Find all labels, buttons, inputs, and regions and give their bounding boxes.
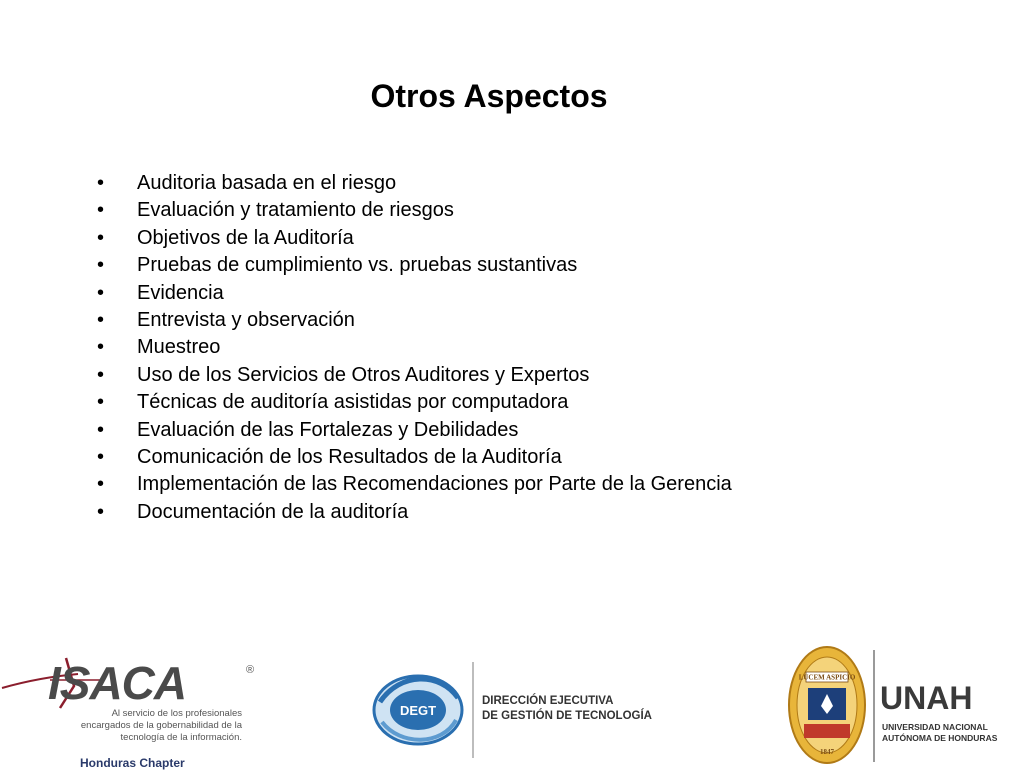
list-item-text: Comunicación de los Resultados de la Auditoría [137,446,562,469]
isaca-tagline-line: Al servicio de los profesionales [111,708,242,719]
list-item-text: Objetivos de la Auditoría [137,226,354,249]
list-item-text: Auditoria basada en el riesgo [137,172,397,194]
list-item-text: Pruebas de cumplimiento vs. pruebas sustantivas [137,254,578,277]
degt-badge-text: DEGT [399,703,437,718]
degt-logo [370,658,680,758]
logo-divider [873,650,875,762]
logo-divider [472,662,474,758]
isaca-chapter: Honduras Chapter [80,756,185,770]
unah-caption-line: AUTÓNOMA DE HONDURAS [882,733,998,743]
list-item [97,170,732,197]
isaca-tagline-line: encargados de la gobernabilidad de la [80,720,242,731]
list-item [97,307,732,334]
bullet-dot: • [97,391,105,414]
list-item [97,280,732,307]
slide-title: Otros Aspectos [370,78,608,114]
list-item-text: Evaluación y tratamiento de riesgos [137,199,454,222]
bullet-dot: • [97,363,105,386]
isaca-tagline-line: tecnología de la información. [120,732,242,743]
list-item [97,499,732,526]
bullet-dot: • [97,446,105,469]
list-item [97,444,732,471]
list-item-text: Documentación de la auditoría [137,500,409,523]
registered-mark: ® [246,664,255,676]
bullet-list [97,170,732,526]
degt-caption [482,694,652,724]
bullet-dot: • [97,254,105,277]
list-item [97,197,732,224]
list-item [97,389,732,416]
degt-caption-line: DIRECCIÓN EJECUTIVA [482,695,614,707]
unah-seal-icon [786,644,868,766]
list-item [97,252,732,279]
list-item [97,417,732,444]
seal-year: 1847 [820,748,834,756]
list-item-text: Muestreo [137,336,221,359]
isaca-tagline [20,708,242,744]
list-item-text: Técnicas de auditoría asistidas por computadora [137,391,569,414]
list-item [97,471,732,498]
bullet-dot: • [97,418,105,441]
degt-globe-icon [370,662,470,758]
list-item [97,225,732,252]
list-item-text: Evaluación de las Fortalezas y Debilidades [137,418,519,441]
bullet-dot: • [97,199,105,222]
unah-logo [786,644,1024,768]
list-item [97,362,732,389]
list-item-text: Evidencia [137,281,224,304]
list-item-text: Uso de los Servicios de Otros Auditores y Expertos [137,363,590,386]
bullet-dot: • [97,309,105,332]
unah-wordmark: UNAH [880,680,973,716]
degt-caption-line: DE GESTIÓN DE TECNOLOGÍA [482,710,652,722]
list-item-text: Entrevista y observación [137,309,355,332]
footer-logos [0,640,1024,768]
bullet-dot: • [97,500,105,523]
bullet-dot: • [97,281,105,304]
unah-caption [882,722,997,744]
bullet-dot: • [97,473,105,496]
list-item [97,334,732,361]
unah-caption-line: UNIVERSIDAD NACIONAL [882,722,988,732]
bullet-dot: • [97,336,105,359]
isaca-logo [0,650,270,768]
isaca-wordmark: ISACA [48,657,187,709]
bullet-dot: • [97,226,105,249]
seal-motto: LUCEM ASPICIO [798,673,856,682]
list-item-text: Implementación de las Recomendaciones por Parte de la Gerencia [137,473,732,496]
bullet-dot: • [97,172,105,194]
